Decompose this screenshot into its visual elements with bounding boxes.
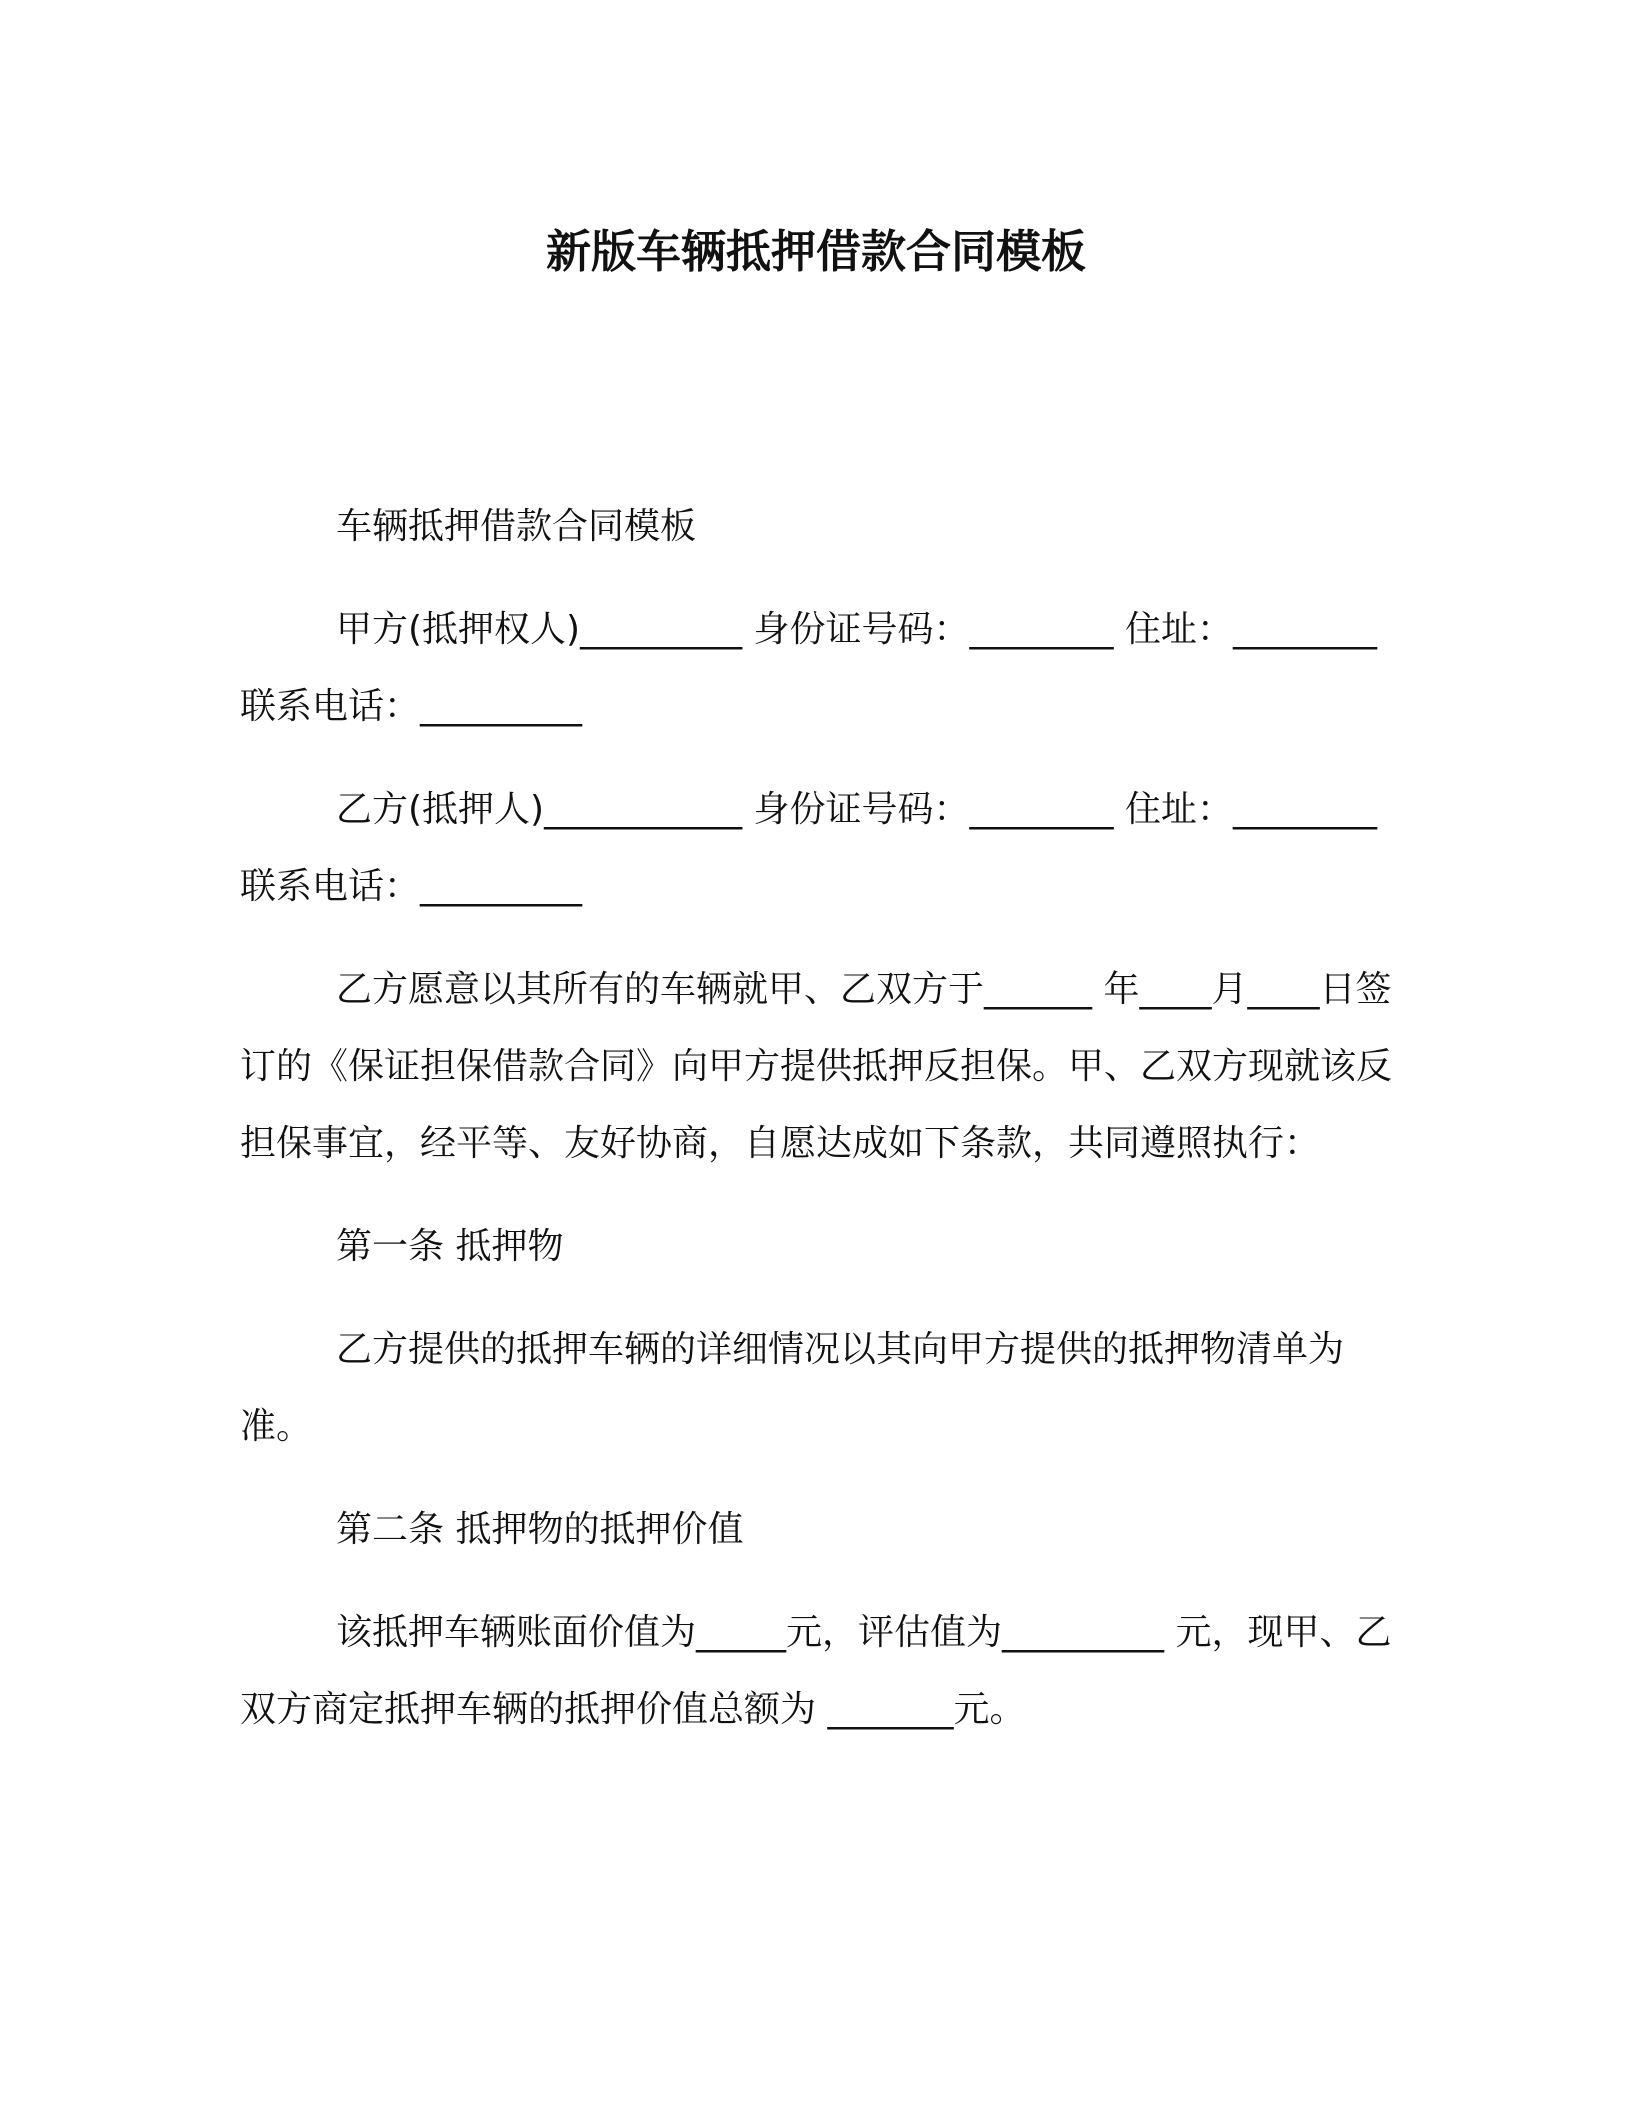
document-title: 新版车辆抵押借款合同模板 (545, 225, 1086, 278)
article-1-text: 乙方提供的抵押车辆的详细情况以其向甲方提供的抵押物清单为准。 (240, 1329, 1345, 1447)
subtitle-paragraph: 车辆抵押借款合同模板 (336, 506, 697, 547)
article-1-heading: 第一条 抵押物 (336, 1226, 564, 1267)
party-b-paragraph: 乙方(抵押人)___________ 身份证号码：________ 住址：________ 联系电话：_________ (240, 789, 1377, 907)
article-2-text: 该抵押车辆账面价值为_____元，评估值为_________ 元，现甲、乙双方商定抵押车辆的抵押价值总额为 _______元。 (240, 1612, 1392, 1730)
preamble-paragraph: 乙方愿意以其所有的车辆就甲、乙双方于______ 年____月____日签订的《保证担保借款合同》向甲方提供抵押反担保。甲、乙双方现就该反担保事宜，经平等、友好协商，自愿达成如下条款，共同遵照执行： (240, 969, 1393, 1164)
party-a-paragraph: 甲方(抵押权人)_________ 身份证号码：________ 住址：________ 联系电话：_________ (240, 609, 1377, 727)
document-body (240, 488, 1396, 1774)
article-2-heading: 第二条 抵押物的抵押价值 (336, 1509, 744, 1550)
